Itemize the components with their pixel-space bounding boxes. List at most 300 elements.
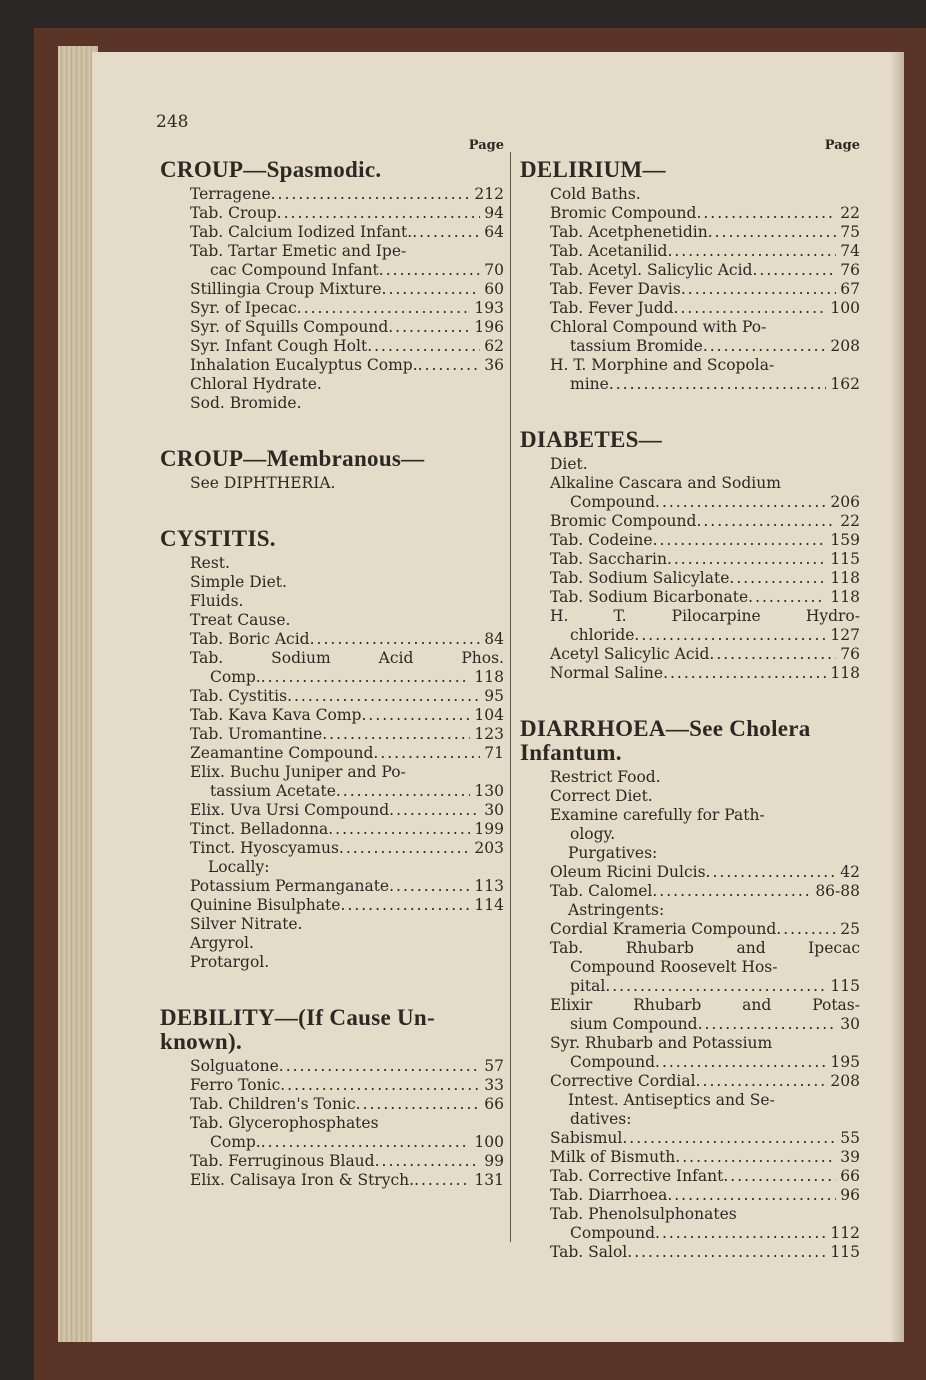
dot-leader bbox=[287, 687, 480, 706]
index-entry bbox=[520, 996, 860, 1015]
index-entry bbox=[160, 394, 504, 413]
section-heading: DIARRHOEA—See Cholera Infantum. bbox=[520, 716, 811, 765]
entry-page-ref: 127 bbox=[830, 626, 860, 644]
entry-text: Tab. Ferruginous Blaud bbox=[190, 1152, 375, 1170]
entry-text: Syr. of Ipecac bbox=[190, 299, 297, 317]
entry-page-ref: 67 bbox=[840, 280, 860, 298]
entry-page-ref: 113 bbox=[474, 877, 504, 895]
entry-text: Comp. bbox=[210, 1133, 261, 1151]
index-entry bbox=[520, 1015, 860, 1034]
entry-text: pital bbox=[570, 977, 606, 995]
dot-leader bbox=[340, 896, 470, 915]
index-entry bbox=[160, 185, 504, 204]
entry-text: tassium Bromide bbox=[570, 337, 703, 355]
index-entry bbox=[520, 550, 860, 569]
entry-page-ref: 76 bbox=[840, 645, 860, 663]
index-entry bbox=[160, 858, 504, 877]
entry-page-ref: 206 bbox=[830, 493, 860, 511]
index-entry bbox=[520, 863, 860, 882]
dot-leader bbox=[663, 664, 826, 683]
dot-leader bbox=[748, 588, 826, 607]
entry-text: Argyrol. bbox=[190, 934, 254, 952]
entry-text: Protargol. bbox=[190, 953, 270, 971]
dot-leader bbox=[271, 185, 471, 204]
entry-text: Chloral Hydrate. bbox=[190, 375, 322, 393]
entry-page-ref: 30 bbox=[484, 801, 504, 819]
entry-page-ref: 74 bbox=[840, 242, 860, 260]
entry-text: Tab. Codeine bbox=[550, 531, 653, 549]
page-column-label: Page bbox=[468, 138, 504, 153]
index-entry bbox=[160, 280, 504, 299]
index-entry bbox=[160, 820, 504, 839]
entry-text: Compound bbox=[570, 1053, 656, 1071]
entry-text: H. T. Pilocarpine Hydro- bbox=[550, 607, 860, 625]
dot-leader bbox=[297, 299, 471, 318]
dot-leader bbox=[379, 261, 480, 280]
dot-leader bbox=[696, 1072, 827, 1091]
entry-page-ref: 39 bbox=[840, 1148, 860, 1166]
entry-page-ref: 96 bbox=[840, 1186, 860, 1204]
entry-page-ref: 199 bbox=[474, 820, 504, 838]
entry-page-ref: 22 bbox=[840, 512, 860, 530]
entry-page-ref: 25 bbox=[840, 920, 860, 938]
entry-page-ref: 118 bbox=[830, 569, 860, 587]
entry-text: Compound bbox=[570, 493, 656, 511]
index-entry bbox=[160, 744, 504, 763]
index-entry bbox=[160, 375, 504, 394]
dot-leader bbox=[609, 375, 827, 394]
entry-text: Corrective Cordial bbox=[550, 1072, 696, 1090]
entry-text: Tab. Tartar Emetic and Ipe- bbox=[190, 242, 407, 260]
index-entry bbox=[520, 626, 860, 645]
index-entry bbox=[520, 337, 860, 356]
index-entry bbox=[520, 242, 860, 261]
entry-page-ref: 62 bbox=[484, 337, 504, 355]
entry-page-ref: 115 bbox=[830, 550, 860, 568]
entry-text: Tab. Uromantine bbox=[190, 725, 323, 743]
index-entry bbox=[520, 825, 860, 844]
entry-text: Tab. Sodium Salicylate bbox=[550, 569, 730, 587]
index-entry bbox=[160, 687, 504, 706]
entry-page-ref: 55 bbox=[840, 1129, 860, 1147]
entry-page-ref: 118 bbox=[830, 664, 860, 682]
entry-page-ref: 66 bbox=[484, 1095, 504, 1113]
dot-leader bbox=[279, 1057, 480, 1076]
dot-leader bbox=[674, 299, 827, 318]
entry-text: Tab. Fever Davis bbox=[550, 280, 681, 298]
entry-text: Diet. bbox=[550, 455, 588, 473]
entry-text: Zeamantine Compound bbox=[190, 744, 374, 762]
entry-page-ref: 42 bbox=[840, 863, 860, 881]
entry-text: Locally: bbox=[208, 858, 270, 876]
index-entry bbox=[520, 223, 860, 242]
entry-text: mine bbox=[570, 375, 609, 393]
entry-text: Cordial Krameria Compound bbox=[550, 920, 777, 938]
index-entry bbox=[520, 588, 860, 607]
right-column bbox=[520, 138, 860, 1296]
index-entry bbox=[520, 844, 860, 863]
dot-leader bbox=[310, 630, 481, 649]
entry-page-ref: 86-88 bbox=[815, 882, 860, 900]
entry-text: Syr. Infant Cough Holt bbox=[190, 337, 368, 355]
entry-text: Tab. Corrective Infant bbox=[550, 1167, 724, 1185]
index-entry bbox=[520, 607, 860, 626]
section-heading: DEBILITY—(If Cause Un-known). bbox=[160, 1005, 435, 1054]
entry-text: Alkaline Cascara and Sodium bbox=[550, 474, 781, 492]
entry-page-ref: 193 bbox=[474, 299, 504, 317]
index-section bbox=[160, 527, 504, 972]
dot-leader bbox=[356, 1095, 481, 1114]
entry-text: Tab. Children's Tonic bbox=[190, 1095, 356, 1113]
index-entry bbox=[520, 958, 860, 977]
dot-leader bbox=[703, 337, 827, 356]
entry-text: Tab. Acetyl. Salicylic Acid bbox=[550, 261, 753, 279]
index-entry bbox=[160, 1095, 504, 1114]
index-section bbox=[520, 428, 860, 683]
entry-text: Cold Baths. bbox=[550, 185, 641, 203]
entry-text: Examine carefully for Path- bbox=[550, 806, 765, 824]
dot-leader bbox=[723, 1167, 836, 1186]
entry-page-ref: 100 bbox=[474, 1133, 504, 1151]
index-entry bbox=[520, 1186, 860, 1205]
dot-leader bbox=[388, 318, 470, 337]
dot-leader bbox=[706, 863, 837, 882]
entry-page-ref: 114 bbox=[474, 896, 504, 914]
entry-text: Stillingia Croup Mixture bbox=[190, 280, 382, 298]
dot-leader bbox=[373, 744, 480, 763]
dot-leader bbox=[667, 1186, 836, 1205]
index-entry bbox=[520, 474, 860, 493]
dot-leader bbox=[675, 1148, 836, 1167]
index-entry bbox=[520, 768, 860, 787]
index-entry bbox=[520, 1243, 860, 1262]
entry-page-ref: 57 bbox=[484, 1057, 504, 1075]
dot-leader bbox=[652, 882, 811, 901]
page-gutter bbox=[890, 52, 904, 1342]
entry-page-ref: 118 bbox=[830, 588, 860, 606]
entry-text: H. T. Morphine and Scopola- bbox=[550, 356, 775, 374]
index-entry bbox=[160, 1057, 504, 1076]
entry-page-ref: 22 bbox=[840, 204, 860, 222]
section-heading: CYSTITIS. bbox=[160, 526, 276, 551]
entry-text: Intest. Antiseptics and Se- bbox=[568, 1091, 775, 1109]
entry-page-ref: 70 bbox=[484, 261, 504, 279]
index-entry bbox=[160, 668, 504, 687]
index-entry bbox=[520, 261, 860, 280]
dot-leader bbox=[729, 569, 826, 588]
entry-text: Tab. Saccharin bbox=[550, 550, 667, 568]
dot-leader bbox=[627, 1243, 826, 1262]
index-entry bbox=[520, 664, 860, 683]
section-heading: DELIRIUM— bbox=[520, 157, 666, 182]
dot-leader bbox=[375, 1152, 481, 1171]
index-entry bbox=[520, 1053, 860, 1072]
index-entry bbox=[520, 1224, 860, 1243]
index-entry bbox=[520, 882, 860, 901]
entry-page-ref: 71 bbox=[484, 744, 504, 762]
index-entry bbox=[520, 569, 860, 588]
index-entry bbox=[520, 299, 860, 318]
entry-text: chloride bbox=[570, 626, 635, 644]
entry-text: Tab. Phenolsulphonates bbox=[550, 1205, 737, 1223]
dot-leader bbox=[605, 977, 826, 996]
section-heading: DIABETES— bbox=[520, 427, 663, 452]
index-entry bbox=[520, 1129, 860, 1148]
entry-page-ref: 208 bbox=[830, 1072, 860, 1090]
index-entry bbox=[160, 573, 504, 592]
entry-text: Tab. Acetphenetidin bbox=[550, 223, 708, 241]
dot-leader bbox=[667, 550, 826, 569]
index-entry bbox=[520, 901, 860, 920]
entry-page-ref: 123 bbox=[474, 725, 504, 743]
index-entry bbox=[160, 649, 504, 668]
entry-text: Tab. Salol bbox=[550, 1243, 628, 1261]
index-entry bbox=[520, 1034, 860, 1053]
entry-text: Terragene bbox=[190, 185, 271, 203]
entry-text: Chloral Compound with Po- bbox=[550, 318, 767, 336]
index-entry bbox=[520, 531, 860, 550]
dot-leader bbox=[361, 706, 470, 725]
entry-text: Sabismul bbox=[550, 1129, 623, 1147]
index-entry bbox=[160, 242, 504, 261]
index-entry bbox=[520, 318, 860, 337]
index-section bbox=[160, 158, 504, 413]
index-section bbox=[520, 158, 860, 394]
entry-page-ref: 75 bbox=[840, 223, 860, 241]
entry-text: ology. bbox=[570, 825, 616, 843]
index-section bbox=[160, 447, 504, 493]
entry-page-ref: 195 bbox=[830, 1053, 860, 1071]
page-number: 248 bbox=[156, 112, 189, 132]
dot-leader bbox=[681, 280, 836, 299]
index-entry bbox=[160, 782, 504, 801]
entry-text: Comp. bbox=[210, 668, 261, 686]
entry-text: Syr. of Squills Compound bbox=[190, 318, 389, 336]
entry-text: Silver Nitrate. bbox=[190, 915, 303, 933]
index-section bbox=[160, 1006, 504, 1190]
index-entry bbox=[160, 261, 504, 280]
entry-page-ref: 33 bbox=[484, 1076, 504, 1094]
entry-text: Acetyl Salicylic Acid bbox=[550, 645, 710, 663]
entry-text: tassium Acetate bbox=[210, 782, 336, 800]
entry-page-ref: 94 bbox=[484, 204, 504, 222]
entry-text: Tab. Croup bbox=[190, 204, 277, 222]
index-entry bbox=[520, 1110, 860, 1129]
entry-page-ref: 208 bbox=[830, 337, 860, 355]
dot-leader bbox=[280, 1076, 480, 1095]
entry-page-ref: 130 bbox=[474, 782, 504, 800]
index-entry bbox=[520, 939, 860, 958]
dot-leader bbox=[322, 725, 470, 744]
entry-page-ref: 203 bbox=[474, 839, 504, 857]
index-entry bbox=[160, 877, 504, 896]
entry-text: Restrict Food. bbox=[550, 768, 661, 786]
book-page bbox=[92, 52, 904, 1342]
index-entry bbox=[520, 1072, 860, 1091]
entry-text: datives: bbox=[570, 1110, 632, 1128]
entry-page-ref: 84 bbox=[484, 630, 504, 648]
dot-leader bbox=[382, 280, 481, 299]
entry-text: Treat Cause. bbox=[190, 611, 291, 629]
index-entry bbox=[520, 356, 860, 375]
index-entry bbox=[520, 375, 860, 394]
dot-leader bbox=[653, 531, 827, 550]
entry-page-ref: 100 bbox=[830, 299, 860, 317]
dot-leader bbox=[277, 204, 481, 223]
entry-text: Ferro Tonic bbox=[190, 1076, 281, 1094]
dot-leader bbox=[655, 1224, 826, 1243]
index-entry bbox=[160, 1076, 504, 1095]
entry-page-ref: 112 bbox=[830, 1224, 860, 1242]
entry-text: Compound Roosevelt Hos- bbox=[570, 958, 778, 976]
dot-leader bbox=[696, 512, 836, 531]
index-entry bbox=[520, 1091, 860, 1110]
index-entry bbox=[520, 806, 860, 825]
index-entry bbox=[160, 554, 504, 573]
entry-text: Tab. Sodium Acid Phos. bbox=[190, 649, 504, 667]
entry-text: Tab. Diarrhoea bbox=[550, 1186, 668, 1204]
dot-leader bbox=[389, 801, 480, 820]
entry-page-ref: 66 bbox=[840, 1167, 860, 1185]
entry-text: Tab. Boric Acid bbox=[190, 630, 310, 648]
entry-page-ref: 162 bbox=[830, 375, 860, 393]
dot-leader bbox=[389, 877, 470, 896]
index-entry bbox=[160, 953, 504, 972]
dot-leader bbox=[414, 1171, 470, 1190]
dot-leader bbox=[622, 1129, 836, 1148]
entry-text: Potassium Permanganate bbox=[190, 877, 390, 895]
entry-text: Tab. Fever Judd bbox=[550, 299, 674, 317]
column-divider bbox=[510, 152, 511, 1242]
entry-page-ref: 76 bbox=[840, 261, 860, 279]
dot-leader bbox=[655, 493, 826, 512]
index-entry bbox=[520, 493, 860, 512]
dot-leader bbox=[709, 645, 836, 664]
entry-text: Elix. Uva Ursi Compound bbox=[190, 801, 390, 819]
index-entry bbox=[160, 839, 504, 858]
index-entry bbox=[160, 725, 504, 744]
dot-leader bbox=[752, 261, 836, 280]
dot-leader bbox=[336, 782, 471, 801]
index-entry bbox=[520, 1148, 860, 1167]
entry-text: Purgatives: bbox=[568, 844, 658, 862]
index-entry bbox=[160, 706, 504, 725]
index-entry bbox=[160, 934, 504, 953]
index-entry bbox=[160, 1133, 504, 1152]
index-entry bbox=[520, 512, 860, 531]
entry-text: Oleum Ricini Dulcis bbox=[550, 863, 706, 881]
section-heading: CROUP—Spasmodic. bbox=[160, 157, 382, 182]
entry-page-ref: 196 bbox=[474, 318, 504, 336]
entry-text: Elix. Calisaya Iron & Strych. bbox=[190, 1171, 415, 1189]
entry-page-ref: 60 bbox=[484, 280, 504, 298]
index-entry bbox=[160, 1114, 504, 1133]
index-entry bbox=[160, 318, 504, 337]
dot-leader bbox=[708, 223, 837, 242]
entry-text: Solguatone bbox=[190, 1057, 279, 1075]
index-entry bbox=[520, 920, 860, 939]
entry-text: Simple Diet. bbox=[190, 573, 287, 591]
index-entry bbox=[520, 645, 860, 664]
dot-leader bbox=[418, 356, 481, 375]
index-entry bbox=[160, 611, 504, 630]
entry-text: Tinct. Hyoscyamus bbox=[190, 839, 339, 857]
dot-leader bbox=[698, 1015, 837, 1034]
dot-leader bbox=[261, 1133, 471, 1152]
entry-page-ref: 99 bbox=[484, 1152, 504, 1170]
entry-text: Bromic Compound bbox=[550, 204, 697, 222]
dot-leader bbox=[367, 337, 480, 356]
index-entry bbox=[520, 204, 860, 223]
entry-text: Tab. Kava Kava Comp bbox=[190, 706, 362, 724]
entry-text: Compound bbox=[570, 1224, 656, 1242]
entry-text: Correct Diet. bbox=[550, 787, 653, 805]
index-entry bbox=[520, 1167, 860, 1186]
entry-text: Elix. Buchu Juniper and Po- bbox=[190, 763, 406, 781]
entry-text: Tinct. Belladonna bbox=[190, 820, 329, 838]
dot-leader bbox=[261, 668, 471, 687]
entry-text: sium Compound bbox=[570, 1015, 698, 1033]
index-section bbox=[520, 717, 860, 1262]
index-entry bbox=[160, 356, 504, 375]
index-entry bbox=[160, 801, 504, 820]
entry-text: Tab. Glycerophosphates bbox=[190, 1114, 379, 1132]
index-entry bbox=[520, 185, 860, 204]
index-entry bbox=[160, 592, 504, 611]
dot-leader bbox=[776, 920, 836, 939]
entry-text: Tab. Calcium Iodized Infant. bbox=[190, 223, 413, 241]
index-entry bbox=[160, 474, 504, 493]
entry-text: Milk of Bismuth bbox=[550, 1148, 676, 1166]
dot-leader bbox=[328, 820, 470, 839]
index-entry bbox=[520, 1205, 860, 1224]
index-entry bbox=[160, 896, 504, 915]
dot-leader bbox=[339, 839, 470, 858]
entry-page-ref: 212 bbox=[474, 185, 504, 203]
page-column-label: Page bbox=[824, 138, 860, 153]
entry-text: Fluids. bbox=[190, 592, 244, 610]
entry-text: Quinine Bisulphate bbox=[190, 896, 341, 914]
entry-text: Tab. Sodium Bicarbonate bbox=[550, 588, 749, 606]
entry-text: Inhalation Eucalyptus Comp. bbox=[190, 356, 418, 374]
entry-page-ref: 95 bbox=[484, 687, 504, 705]
index-entry bbox=[160, 223, 504, 242]
entry-text: cac Compound Infant bbox=[210, 261, 379, 279]
entry-text: Tab. Rhubarb and Ipecac bbox=[550, 939, 860, 957]
entry-text: Syr. Rhubarb and Potassium bbox=[550, 1034, 773, 1052]
entry-page-ref: 118 bbox=[474, 668, 504, 686]
section-heading: CROUP—Membranous— bbox=[160, 446, 425, 471]
index-entry bbox=[160, 337, 504, 356]
left-column bbox=[160, 138, 504, 1224]
dot-leader bbox=[696, 204, 836, 223]
entry-page-ref: 115 bbox=[830, 977, 860, 995]
entry-page-ref: 115 bbox=[830, 1243, 860, 1261]
index-entry bbox=[160, 1152, 504, 1171]
index-entry bbox=[160, 915, 504, 934]
entry-page-ref: 159 bbox=[830, 531, 860, 549]
entry-text: Normal Saline bbox=[550, 664, 664, 682]
index-entry bbox=[160, 204, 504, 223]
entry-text: Sod. Bromide. bbox=[190, 394, 302, 412]
index-entry bbox=[160, 1171, 504, 1190]
dot-leader bbox=[412, 223, 480, 242]
entry-text: Astringents: bbox=[568, 901, 665, 919]
entry-page-ref: 36 bbox=[484, 356, 504, 374]
entry-page-ref: 64 bbox=[484, 223, 504, 241]
entry-text: Elixir Rhubarb and Potas- bbox=[550, 996, 860, 1014]
entry-text: Tab. Calomel bbox=[550, 882, 653, 900]
